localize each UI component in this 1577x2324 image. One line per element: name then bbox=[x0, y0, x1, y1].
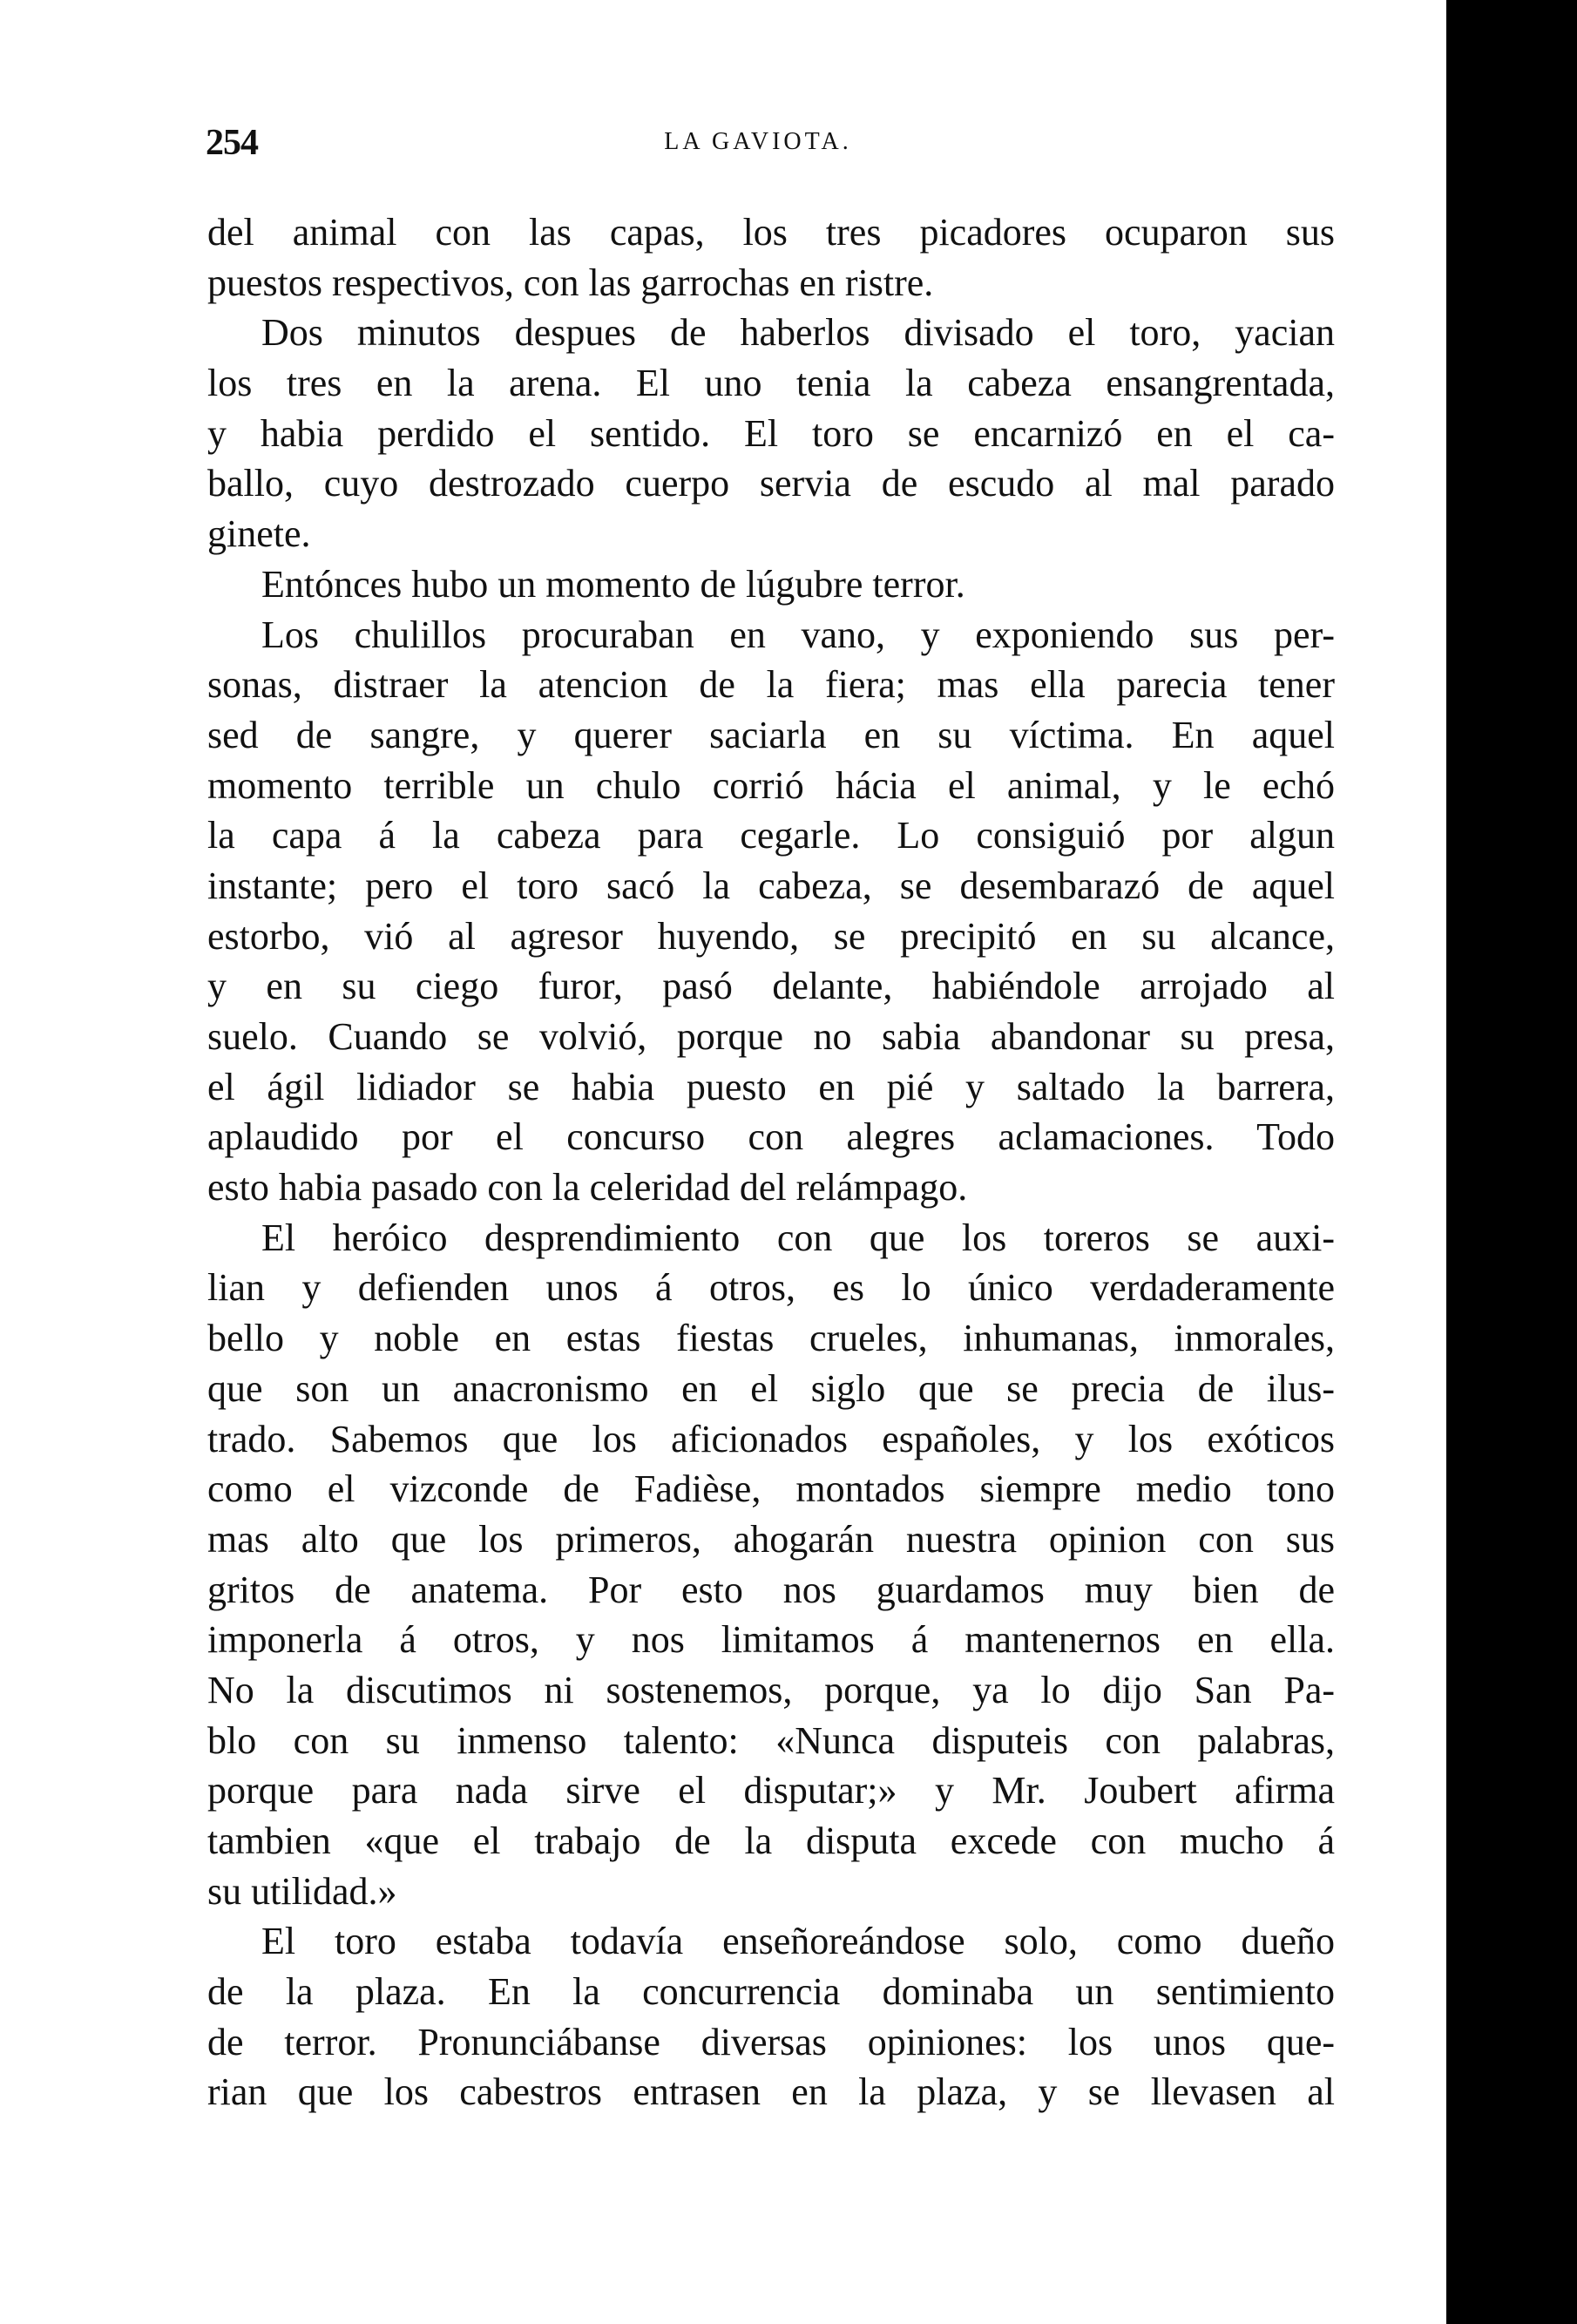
text-line: porque para nada sirve el disputar;» y Mr. Joubert afirma bbox=[207, 1769, 1335, 1812]
text-line: ginete. bbox=[207, 512, 311, 556]
text-line: El heróico desprendimiento con que los toreros se auxi- bbox=[261, 1216, 1335, 1259]
text-line: el ágil lidiador se habia puesto en pié y saltado la barrera, bbox=[207, 1065, 1335, 1108]
text-line: aplaudido por el concurso con alegres aclamaciones. Todo bbox=[207, 1115, 1335, 1159]
text-line: trado. Sabemos que los aficionados españoles, y los exóticos bbox=[207, 1417, 1335, 1460]
text-line: Entónces hubo un momento de lúgubre terror. bbox=[261, 562, 965, 606]
text-line: rian que los cabestros entrasen en la plaza, y se llevasen al bbox=[207, 2070, 1335, 2114]
scan-black-edge bbox=[1446, 0, 1577, 2324]
text-line: blo con su inmenso talento: «Nunca disputeis con palabras, bbox=[207, 1718, 1335, 1762]
text-line: imponerla á otros, y nos limitamos á mantenernos en ella. bbox=[207, 1618, 1335, 1662]
text-line: mas alto que los primeros, ahogarán nuestra opinion con sus bbox=[207, 1517, 1335, 1561]
text-line: su utilidad.» bbox=[207, 1869, 397, 1913]
text-line: y en su ciego furor, pasó delante, habiéndole arrojado al bbox=[207, 965, 1335, 1008]
text-line: y habia perdido el sentido. El toro se encarnizó en el ca- bbox=[207, 411, 1335, 455]
text-line: El toro estaba todavía enseñoreándose solo, como dueño bbox=[261, 1920, 1335, 1963]
text-line: la capa á la cabeza para cegarle. Lo consiguió por algun bbox=[207, 814, 1335, 857]
text-line: puestos respectivos, con las garrochas en ristre. bbox=[207, 261, 934, 304]
text-line: Los chulillos procuraban en vano, y exponiendo sus per- bbox=[261, 613, 1335, 656]
text-line: como el vizconde de Fadièse, montados siempre medio tono bbox=[207, 1467, 1335, 1511]
text-line: gritos de anatema. Por esto nos guardamos muy bien de bbox=[207, 1568, 1335, 1611]
text-line: esto habia pasado con la celeridad del relámpago. bbox=[207, 1166, 968, 1209]
text-line: ballo, cuyo destrozado cuerpo servia de escudo al mal parado bbox=[207, 462, 1335, 505]
text-line: sonas, distraer la atencion de la fiera; mas ella parecia tener bbox=[207, 663, 1335, 707]
text-line: de terror. Pronunciábanse diversas opiniones: los unos que- bbox=[207, 2020, 1335, 2063]
text-line: tambien «que el trabajo de la disputa excede con mucho á bbox=[207, 1819, 1335, 1862]
text-line: Dos minutos despues de haberlos divisado el toro, yacian bbox=[261, 311, 1335, 355]
text-line: bello y noble en estas fiestas crueles, inhumanas, inmorales, bbox=[207, 1317, 1335, 1360]
text-line: estorbo, vió al agresor huyendo, se precipitó en su alcance, bbox=[207, 914, 1335, 958]
running-title: LA GAVIOTA. bbox=[664, 128, 852, 155]
page-body-text bbox=[207, 207, 1335, 2117]
text-line: lian y defienden unos á otros, es lo único verdaderamente bbox=[207, 1266, 1335, 1310]
text-line: suelo. Cuando se volvió, porque no sabia abandonar su presa, bbox=[207, 1015, 1335, 1058]
text-line: instante; pero el toro sacó la cabeza, se desembarazó de aquel bbox=[207, 864, 1335, 907]
text-line: del animal con las capas, los tres picadores ocuparon sus bbox=[207, 211, 1335, 254]
text-line: sed de sangre, y querer saciarla en su víctima. En aquel bbox=[207, 713, 1335, 756]
page-number: 254 bbox=[206, 123, 258, 163]
text-line: de la plaza. En la concurrencia dominaba un sentimiento bbox=[207, 1970, 1335, 2014]
text-line: momento terrible un chulo corrió hácia el animal, y le echó bbox=[207, 763, 1335, 807]
text-line: que son un anacronismo en el siglo que se precia de ilus- bbox=[207, 1366, 1335, 1410]
text-line: los tres en la arena. El uno tenia la cabeza ensangrentada, bbox=[207, 362, 1335, 405]
text-line: No la discutimos ni sostenemos, porque, ya lo dijo San Pa- bbox=[207, 1668, 1335, 1711]
